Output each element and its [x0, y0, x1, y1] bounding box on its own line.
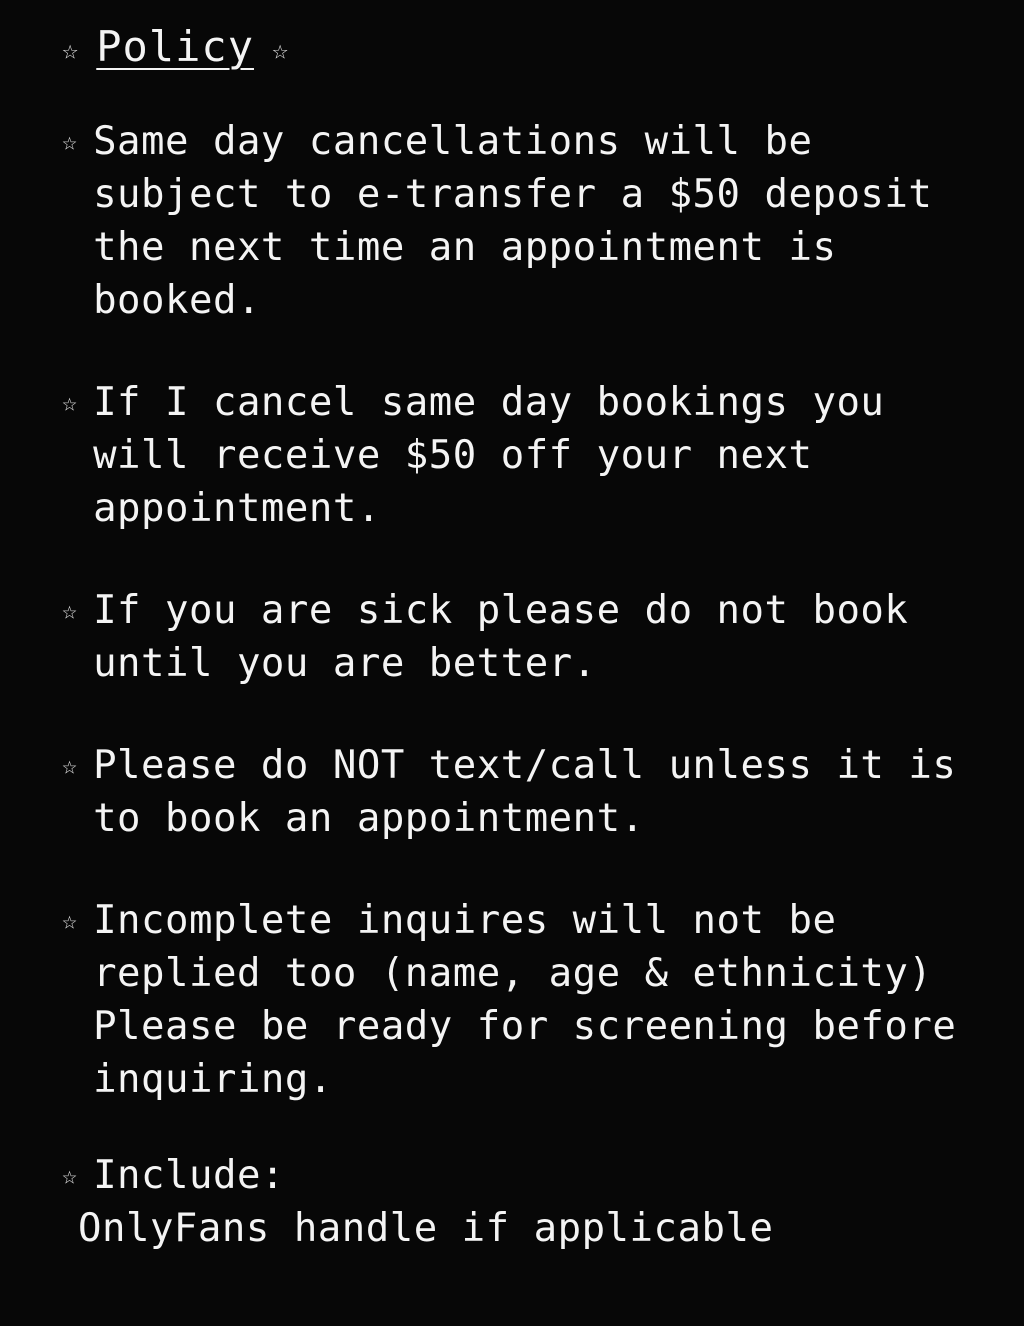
star-icon: ☆ — [62, 596, 78, 625]
star-icon: ☆ — [271, 35, 289, 66]
star-icon: ☆ — [62, 751, 78, 780]
star-icon: ☆ — [62, 388, 78, 417]
star-icon: ☆ — [62, 906, 78, 935]
policy-item — [62, 1149, 964, 1202]
policy-item-text: If I cancel same day bookings you will receive $50 off your next appointment. — [93, 380, 909, 531]
policy-item-text: Include: — [93, 1153, 285, 1198]
policy-item-text: If you are sick please do not book until you are better. — [93, 588, 933, 686]
policy-item-text: Please do NOT text/call unless it is to book an appointment. — [93, 743, 981, 841]
policy-item-continued — [62, 1202, 964, 1255]
page-title — [62, 22, 964, 71]
policy-item — [62, 376, 964, 535]
star-icon: ☆ — [62, 35, 79, 66]
policy-item — [62, 584, 964, 690]
policy-item-text: Incomplete inquires will not be replied too (name, age & ethnicity) Please be ready for screening before inquiring. — [93, 898, 981, 1102]
star-icon: ☆ — [62, 1161, 78, 1190]
policy-item-text: Same day cancellations will be subject to e-transfer a $50 deposit the next time an appointment is booked. — [93, 119, 957, 323]
policy-item — [62, 115, 964, 327]
star-icon: ☆ — [62, 127, 78, 156]
page-title-text: Policy — [96, 22, 254, 71]
policy-item-text: OnlyFans handle if applicable — [78, 1206, 774, 1251]
policy-item — [62, 894, 981, 1106]
policy-item — [62, 739, 981, 845]
